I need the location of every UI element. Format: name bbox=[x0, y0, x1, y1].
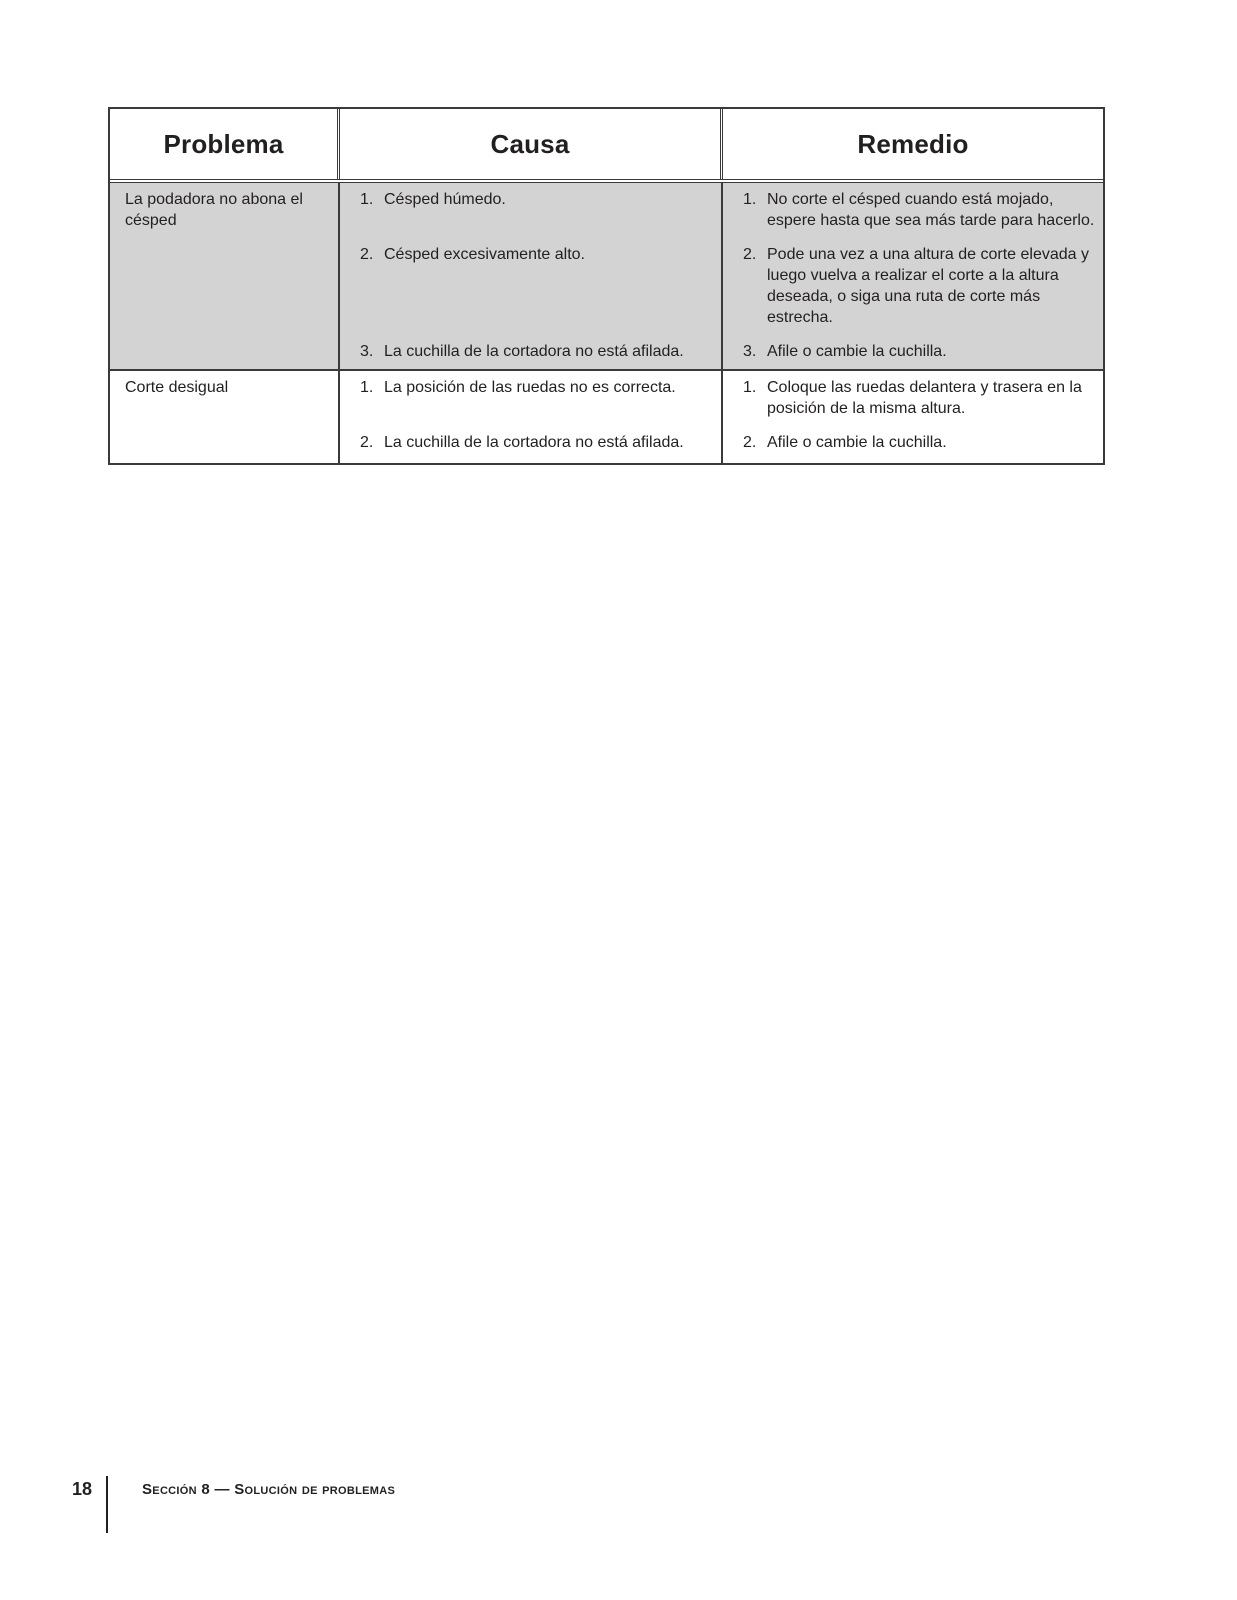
page-footer bbox=[72, 1476, 395, 1536]
remedy-item-number: 2. bbox=[743, 246, 757, 263]
header-causa: Causa bbox=[340, 109, 723, 179]
cause-cell bbox=[340, 371, 723, 463]
table-row bbox=[110, 369, 1103, 463]
problem-cell: La podadora no abona el césped bbox=[110, 183, 340, 369]
remedy-cell bbox=[723, 183, 1103, 369]
cause-item bbox=[340, 377, 721, 432]
cause-item bbox=[340, 432, 721, 463]
page-number: 18 bbox=[72, 1479, 93, 1499]
cause-item-text: La cuchilla de la cortadora no está afilada. bbox=[384, 434, 684, 451]
cause-item bbox=[340, 341, 721, 369]
remedy-item bbox=[723, 432, 1103, 463]
cause-item-number: 2. bbox=[360, 246, 374, 263]
cause-item-text: La cuchilla de la cortadora no está afilada. bbox=[384, 343, 684, 360]
remedy-item bbox=[723, 189, 1103, 244]
cause-item-number: 1. bbox=[360, 191, 374, 208]
problem-cell: Corte desigual bbox=[110, 371, 340, 463]
table-row bbox=[110, 183, 1103, 369]
remedy-item-number: 1. bbox=[743, 191, 757, 208]
remedy-item-text: No corte el césped cuando está mojado, espere hasta que sea más tarde para hacerlo. bbox=[767, 191, 1095, 229]
remedy-item-text: Coloque las ruedas delantera y trasera en la posición de la misma altura. bbox=[767, 379, 1082, 417]
remedy-item bbox=[723, 244, 1103, 341]
cause-item-number: 1. bbox=[360, 379, 374, 396]
cause-cell bbox=[340, 183, 723, 369]
cause-item bbox=[340, 189, 721, 244]
remedy-cell bbox=[723, 371, 1103, 463]
remedy-item bbox=[723, 341, 1103, 369]
cause-item-text: Césped húmedo. bbox=[384, 191, 506, 208]
remedy-item-number: 2. bbox=[743, 434, 757, 451]
header-remedio: Remedio bbox=[857, 128, 969, 159]
remedy-item-number: 3. bbox=[743, 343, 757, 360]
cause-item bbox=[340, 244, 721, 341]
cause-item-number: 3. bbox=[360, 343, 374, 360]
cause-item-text: La posición de las ruedas no es correcta. bbox=[384, 379, 676, 396]
remedy-item-text: Afile o cambie la cuchilla. bbox=[767, 343, 947, 360]
troubleshooting-table bbox=[108, 107, 1105, 465]
header-problema: Problema bbox=[110, 109, 340, 179]
remedy-item-text: Afile o cambie la cuchilla. bbox=[767, 434, 947, 451]
remedy-item bbox=[723, 377, 1103, 432]
section-title: Sección 8 — Solución de problemas bbox=[142, 1481, 396, 1498]
remedy-item-number: 1. bbox=[743, 379, 757, 396]
footer-divider bbox=[106, 1476, 108, 1533]
cause-item-number: 2. bbox=[360, 434, 374, 451]
remedy-item-text: Pode una vez a una altura de corte elevada y luego vuelva a realizar el corte a la altura deseada, o siga una ruta de corte más estrecha. bbox=[767, 246, 1089, 326]
table-header bbox=[110, 109, 1103, 183]
cause-item-text: Césped excesivamente alto. bbox=[384, 246, 585, 263]
